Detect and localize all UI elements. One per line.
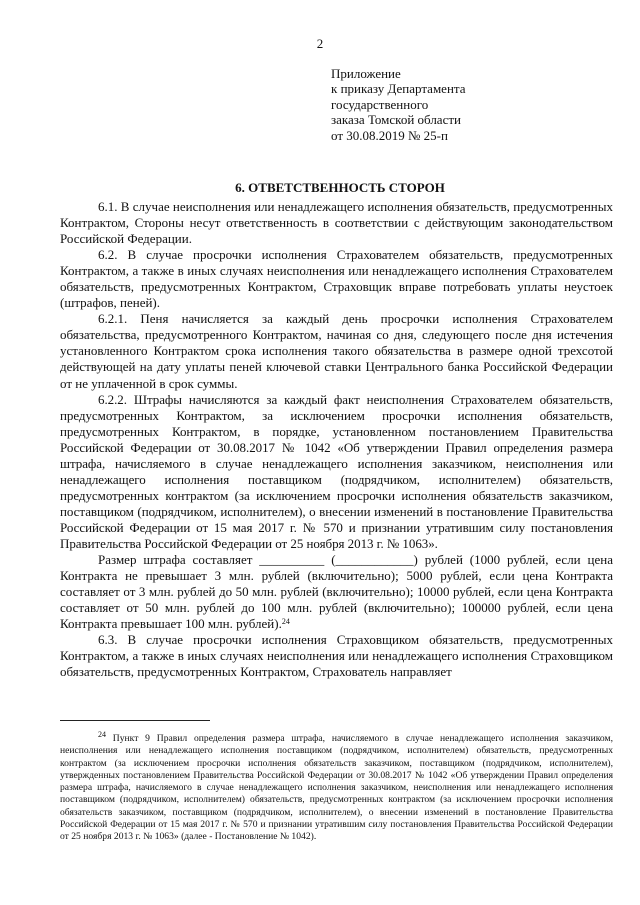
footnote bbox=[60, 730, 613, 844]
paragraph-6-2: 6.2. В случае просрочки исполнения Страхователем обязательств, предусмотренных Контрактом, а также в иных случаях неисполнения или ненадлежащего исполнения Страхователем обязательств, предусмотренных Контрактом, Страховщик вправе потребовать уплаты неустоек (штрафов, пеней). bbox=[60, 247, 613, 311]
paragraph-6-2-1: 6.2.1. Пеня начисляется за каждый день просрочки исполнения Страхователем обязательства, предусмотренного Контрактом, начиная со дня, следующего после дня истечения установленного Контрактом срока исполнения такого обязательства в размере одной трехсотой действующей на дату уплаты пеней ключевой ставки Центрального банка Российской Федерации от не уплаченной в срок суммы. bbox=[60, 311, 613, 391]
appendix-header bbox=[331, 66, 611, 143]
footnote-mark: 24 bbox=[98, 730, 106, 739]
section-title: 6. ОТВЕТСТВЕННОСТЬ СТОРОН bbox=[235, 180, 445, 195]
appendix-line: государственного bbox=[331, 96, 429, 112]
footnote-text: Пункт 9 Правил определения размера штрафа, начисляемого в случае ненадлежащего исполнения заказчиком, неисполнения или ненадлежащего исполнения поставщиком (подрядчиком, исполнителем) обязательств, предусмотренных контрактом (за исключением просрочки исполнения обязательств заказчиком, поставщиком (подрядчиком, исполнителем), утвержденных постановлением Правительства Российской Федерации от 30.08.2017 № 1042 «Об утверждении Правил определения размера штрафа, начисляемого в случае ненадлежащего исполнения заказчиком, неисполнения или ненадлежащего исполнения поставщиком (подрядчиком, исполнителем) обязательств, предусмотренных контрактом (за исключением просрочки исполнения обязательств заказчиком, поставщиком (подрядчиком, исполнителем), о внесении изменений в постановление Правительства Российской Федерации от 15 мая 2017 г. № 570 и признании утратившим силу постановления Правительства Российской Федерации от 25 ноября 2013 г. № 1063» (далее - Постановление № 1042). bbox=[60, 733, 613, 843]
paragraph-penalty-amount bbox=[60, 552, 613, 632]
paragraph-6-3: 6.3. В случае просрочки исполнения Страховщиком обязательств, предусмотренных Контрактом, а также в иных случаях неисполнения или ненадлежащего исполнения Страховщиком обязательств, предусмотренных Контрактом, Страхователь направляет bbox=[60, 632, 613, 680]
appendix-line: заказа Томской области bbox=[331, 112, 461, 128]
paragraph-6-2-2: 6.2.2. Штрафы начисляются за каждый факт неисполнения Страхователем обязательств, предусмотренных Контрактом, за исключением просрочки исполнения обязательств, предусмотренных Контрактом, в порядке, установленном постановлением Правительства Российской Федерации от 30.08.2017 № 1042 «Об утверждении Правил определения размера штрафа, начисляемого в случае ненадлежащего исполнения заказчиком, неисполнения или ненадлежащего исполнения поставщиком (подрядчиком, исполнителем) обязательств, предусмотренных контрактом (за исключением просрочки исполнения обязательств заказчиком, поставщиком (подрядчиком, исполнителем), о внесении изменений в постановление Правительства Российской Федерации от 15 мая 2017 г. № 570 и признании утратившим силу постановления Правительства Российской Федерации от 25 ноября 2013 г. № 1063». bbox=[60, 391, 613, 551]
paragraph-6-1: 6.1. В случае неисполнения или ненадлежащего исполнения обязательств, предусмотренных Контрактом, Стороны несут ответственность в соответствии с действующим законодательством Российской Федерации. bbox=[60, 199, 613, 247]
footnote-reference[interactable]: 24 bbox=[281, 617, 290, 627]
footnote-divider bbox=[60, 720, 210, 721]
appendix-line: к приказу Департамента bbox=[331, 81, 466, 97]
penalty-amount-text: Размер штрафа составляет __________ (____________) рублей (1000 рублей, если цена Контракта не превышает 3 млн. рублей (включительно); 5000 рублей, если цена Контракта составляет от 3 млн. рублей до 50 млн. рублей (включительно); 10000 рублей, если цена Контракта составляет от 50 млн. рублей до 100 млн. рублей (включительно); 100000 рублей, если цена Контракта превышает 100 млн. рублей). bbox=[60, 552, 613, 632]
appendix-line: Приложение bbox=[331, 66, 401, 81]
appendix-line: от 30.08.2019 № 25-п bbox=[331, 127, 448, 143]
page-number: 2 bbox=[316, 36, 324, 51]
document-body bbox=[60, 199, 613, 680]
